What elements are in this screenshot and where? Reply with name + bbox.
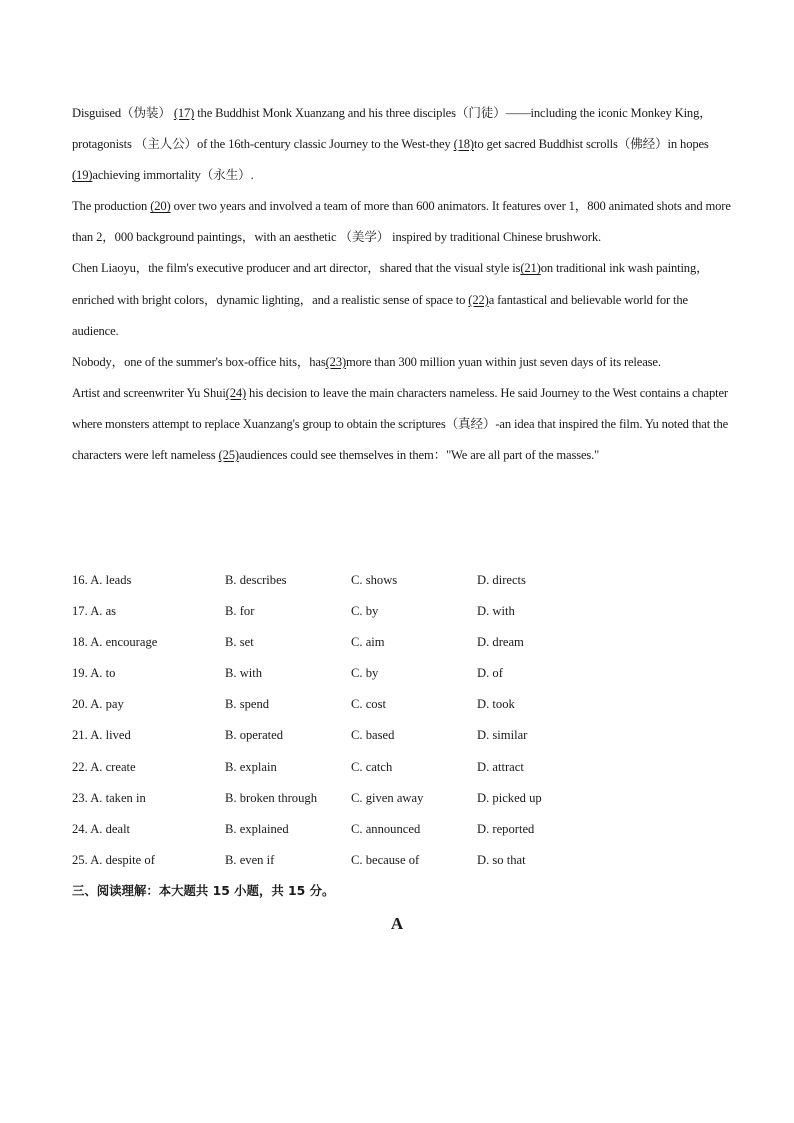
option-d: D. with [477, 604, 515, 619]
option-c: C. shows [351, 573, 398, 587]
blank-23: (23) [325, 354, 347, 369]
option-d: D. directs [477, 573, 526, 587]
blank-17: (17) [173, 106, 195, 120]
blank-18: (18) [453, 137, 474, 152]
text: The production [72, 199, 151, 214]
option-a: 19. A. to [72, 666, 116, 681]
text: the Buddhist Monk Xuanzang and his three disciples（门徒）——including the iconic Monkey King，protagonists （主人公）of the 16th-century classic Journey to the West-they [72, 106, 712, 152]
option-c: C. aim [351, 635, 385, 650]
option-c: C. based [351, 728, 395, 743]
question-row [72, 752, 732, 783]
text: Chen Liaoyu，the film's executive producer and art director，shared that the visual style is [72, 261, 521, 276]
question-row [72, 596, 732, 627]
option-a: 20. A. pay [72, 697, 124, 712]
option-a: 23. A. taken in [72, 790, 146, 805]
option-a: 25. A. despite of [72, 852, 155, 867]
question-row [72, 658, 732, 689]
paragraph-5 [72, 378, 732, 471]
text: audiences could see themselves in them："We are all part of the masses." [238, 448, 600, 463]
question-row [72, 565, 732, 596]
option-c: C. because of [351, 852, 420, 867]
text: Artist and screenwriter Yu Shui [72, 385, 226, 400]
paragraph-4 [72, 347, 732, 378]
text: more than 300 million yuan within just seven days of its release. [346, 354, 661, 369]
option-d: D. of [477, 666, 503, 681]
option-b: B. for [225, 604, 255, 619]
option-d: D. reported [477, 821, 535, 836]
option-a: 22. A. create [72, 759, 136, 774]
option-c: C. announced [351, 821, 421, 836]
question-row [72, 814, 732, 845]
paragraph-2 [72, 191, 732, 253]
section-title: 三、阅读理解：本大题共 15 小题，共 15 分。 [72, 883, 335, 898]
text: on traditional ink wash painting，enriched with bright colors，dynamic lighting，and a realistic sense of space to [72, 261, 709, 307]
question-row [72, 720, 732, 751]
blank-24: (24) [225, 385, 247, 400]
option-c: C. by [351, 604, 379, 619]
question-row [72, 689, 732, 720]
option-a: 16. A. leads [72, 573, 132, 587]
text: over two years and involved a team of more than 600 animators. It features over 1，800 animated shots and more than 2，000 background paintings，with an aesthetic （美学） inspired by traditional Chinese brushwork. [72, 199, 731, 245]
text: to get sacred Buddhist scrolls（佛经）in hopes [473, 137, 709, 152]
option-d: D. similar [477, 728, 528, 743]
option-a: 17. A. as [72, 604, 117, 619]
question-row [72, 627, 732, 658]
option-b: B. explained [225, 821, 289, 836]
blank-22: (22) [468, 292, 489, 307]
option-d: D. attract [477, 759, 524, 774]
blank-20: (20) [150, 199, 171, 214]
option-b: B. with [225, 666, 263, 681]
option-d: D. dream [477, 635, 524, 650]
option-b: B. broken through [225, 790, 317, 805]
option-b: B. operated [225, 728, 284, 743]
option-c: C. given away [351, 790, 424, 805]
text: his decision to leave the main characters nameless. He said Journey to the West contains a chapter where monsters attempt to replace Xuanzang's group to obtain the scriptures（真经）-an idea that inspired the film. Yu noted that the characters were left nameless [72, 385, 729, 463]
blank-19: (19) [72, 168, 93, 183]
option-b: B. explain [225, 759, 277, 774]
question-row [72, 783, 732, 814]
option-c: C. cost [351, 697, 386, 712]
option-d: D. so that [477, 852, 526, 867]
option-b: B. describes [225, 573, 287, 587]
paragraph-3 [72, 253, 732, 346]
cloze-passage [72, 98, 732, 471]
option-c: C. catch [351, 759, 393, 774]
text: achieving immortality（永生）. [92, 168, 254, 183]
option-b: B. spend [225, 697, 270, 712]
option-a: 24. A. dealt [72, 821, 131, 836]
answer-options [72, 565, 732, 876]
text: a fantastical and believable world for the audience. [72, 292, 688, 338]
passage-heading: A [390, 914, 404, 933]
question-row [72, 845, 732, 876]
option-b: B. set [225, 635, 254, 650]
text: Disguised（伪装） [72, 106, 174, 120]
blank-25: (25) [218, 448, 239, 463]
option-d: D. took [477, 697, 515, 712]
option-b: B. even if [225, 852, 275, 867]
option-a: 18. A. encourage [72, 635, 158, 650]
option-c: C. by [351, 666, 379, 681]
paragraph-1 [72, 98, 732, 191]
option-d: D. picked up [477, 790, 542, 805]
option-a: 21. A. lived [72, 728, 131, 743]
text: Nobody，one of the summer's box-office hits，has [72, 354, 326, 369]
blank-21: (21) [520, 261, 541, 276]
